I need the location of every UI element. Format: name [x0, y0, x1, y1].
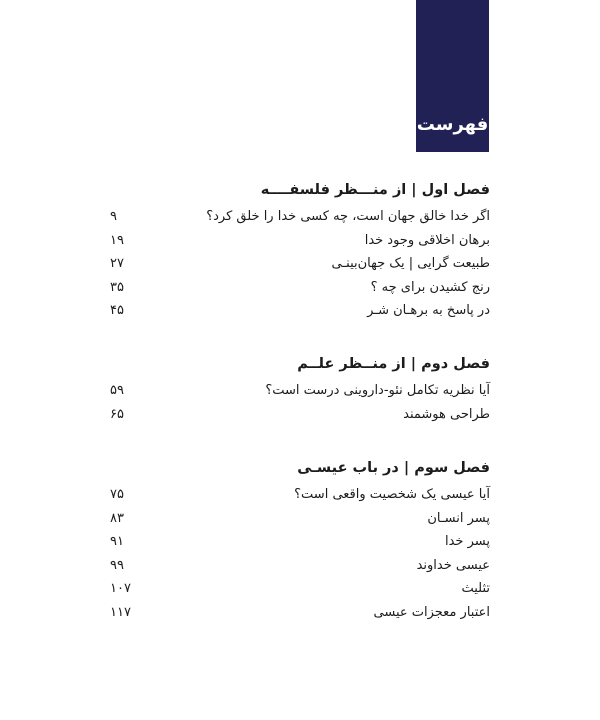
entry-page-number: ۷۵: [110, 487, 124, 502]
chapter-title: فصل دوم | از منــظر علــم: [297, 356, 490, 372]
toc-entry[interactable]: [110, 483, 490, 507]
entry-title: پسر انسـان: [427, 510, 490, 526]
entry-title: اعتبار معجزات عیسی: [373, 604, 490, 620]
toc-entry[interactable]: [110, 601, 490, 625]
entry-title: طراحی هوشمند: [403, 406, 490, 422]
chapter-title: فصل سوم | در باب عیسـی: [297, 460, 490, 476]
entry-title: تثلیث: [461, 581, 490, 596]
entry-title: آیا نظریه تکامل نئو-داروینی درست است؟: [265, 383, 490, 398]
toc-entry[interactable]: [110, 554, 490, 578]
entry-page-number: ۱۱۷: [110, 604, 131, 620]
title-banner: [416, 0, 489, 152]
entry-title: در پاسخ به برهـان شـر: [367, 303, 490, 318]
entry-title: عیسی خداوند: [416, 557, 490, 573]
entry-title: آیا عیسی یک شخصیت واقعی است؟: [294, 487, 490, 502]
toc-entry[interactable]: [110, 299, 490, 323]
entry-title: طبیعت گرایی | یک جهان‌بینـی: [331, 256, 490, 271]
entry-page-number: ۹: [110, 209, 117, 224]
toc-entry[interactable]: [110, 530, 490, 554]
entry-title: اگر خدا خالق جهان است، چه کسی خدا را خلق کرد؟: [206, 209, 490, 224]
entry-page-number: ۴۵: [110, 303, 124, 318]
chapter-section-1: [110, 178, 490, 323]
entry-page-number: ۲۷: [110, 256, 124, 271]
toc-entry[interactable]: [110, 276, 490, 300]
entry-page-number: ۳۵: [110, 279, 124, 295]
entry-page-number: ۱۰۷: [110, 581, 131, 596]
entry-page-number: ۱۹: [110, 232, 124, 248]
toc-entry[interactable]: [110, 252, 490, 276]
toc-entry[interactable]: [110, 205, 490, 229]
entry-page-number: ۸۳: [110, 510, 124, 526]
entry-page-number: ۶۵: [110, 406, 124, 422]
chapter-section-2: [110, 352, 490, 426]
entry-page-number: ۹۱: [110, 534, 124, 549]
entry-title: رنج کشیدن برای چه ؟: [370, 279, 490, 295]
entry-title: پسر خدا: [445, 534, 490, 549]
toc-entry[interactable]: [110, 577, 490, 601]
toc-entry[interactable]: [110, 507, 490, 531]
chapter-section-3: [110, 456, 490, 624]
toc-entry[interactable]: [110, 403, 490, 427]
entry-page-number: ۹۹: [110, 557, 124, 573]
page-title: فهرست: [416, 114, 489, 135]
toc-entry[interactable]: [110, 379, 490, 403]
toc-entry[interactable]: [110, 229, 490, 253]
entry-page-number: ۵۹: [110, 383, 124, 398]
entry-title: برهان اخلاقی وجود خدا: [364, 232, 490, 248]
chapter-title: فصل اول | از منـــظر فلسفــــه: [260, 182, 490, 198]
